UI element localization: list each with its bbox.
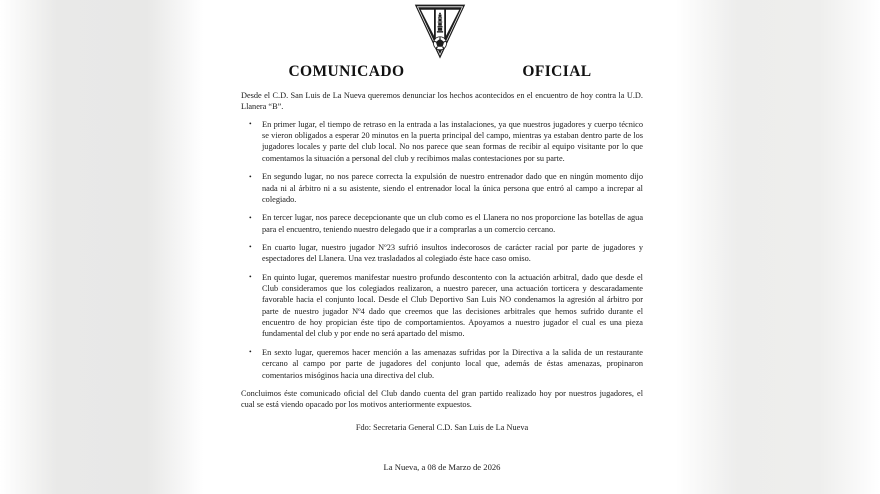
club-crest-icon [410,1,470,61]
headline-oficial: OFICIAL [522,63,592,80]
place-and-date: La Nueva, a 08 de Marzo de 2026 [383,461,501,472]
list-item: • En tercer lugar, nos parece decepcionante que un club como es el Llanera no nos proporcione las botellas de agua para el encuentro, teniendo nuestro delegado que ir a comprarlas a un comercio cercano. [241,212,643,235]
closing-paragraph: Concluimos éste comunicado oficial del Club dando cuenta del gran partido realizado hoy por nuestros jugadores, el cual se está viendo opacado por los motivos anteriormente expuestos. [241,388,643,410]
complaint-list [241,119,643,381]
list-item: • En primer lugar, el tiempo de retraso en la entrada a las instalaciones, ya que nuestros jugadores y cuerpo técnico se vieron obligados a esperar 20 minutos en la puerta principal del campo, mientras ya estaban dentro parte de los jugadores locales y parte del club local. No nos parece que sean formas de recibir al equipo visitante por lo que comentamos la situación a personal del club y recibimos malas contestaciones por su parte. [241,119,643,164]
list-item: • En sexto lugar, queremos hacer mención a las amenazas sufridas por la Directiva a la salida de un restaurante cercano al campo por parte de jugadores del conjunto local que, además de éstas amenazas, propinaron comentarios misóginos hacia una directiva del club. [241,347,643,381]
list-item: • En quinto lugar, queremos manifestar nuestro profundo descontento con la actuación arbitral, dado que desde el Club consideramos que los colegiados realizaron, a nuestro parecer, una actuación torticera y descaradamente favorable hacia el conjunto local. Desde el Club Deportivo San Luis NO condenamos la agresión al árbitro por parte de nuestro jugador Nº4 dado que creemos que las decisiones arbitrales que hemos sufrido durante el encuentro de hoy propician éste tipo de comportamientos. Apoyamos a nuestro jugador el cual es una pieza fundamental del club y por ende no será apartado del mismo. [241,272,643,340]
list-item: • En cuarto lugar, nuestro jugador Nº23 sufrió insultos indecorosos de carácter racial por parte de jugadores y espectadores del Llanera. Una vez trasladados al colegiado éste hace caso omiso. [241,242,643,265]
headline-comunicado: COMUNICADO [288,63,405,80]
page-title [204,63,676,81]
list-item: • En segundo lugar, no nos parece correcta la expulsión de nuestro entrenador dado que en ningún momento dijo nada ni al árbitro ni a su asistente, siendo el entrenador local la única persona que entró al campo a increpar al colegiado. [241,171,643,205]
page-gutter-left [0,0,204,494]
page-gutter-right [676,0,880,494]
document-body [241,90,643,474]
document-page [204,0,676,494]
signature-line: Fdo: Secretaria General C.D. San Luis de La Nueva [355,422,529,432]
lead-paragraph: Desde el C.D. San Luis de La Nueva queremos denunciar los hechos acontecidos en el encuentro de hoy contra la U.D. Llanera “B”. [241,91,643,112]
crest-container [204,0,676,61]
